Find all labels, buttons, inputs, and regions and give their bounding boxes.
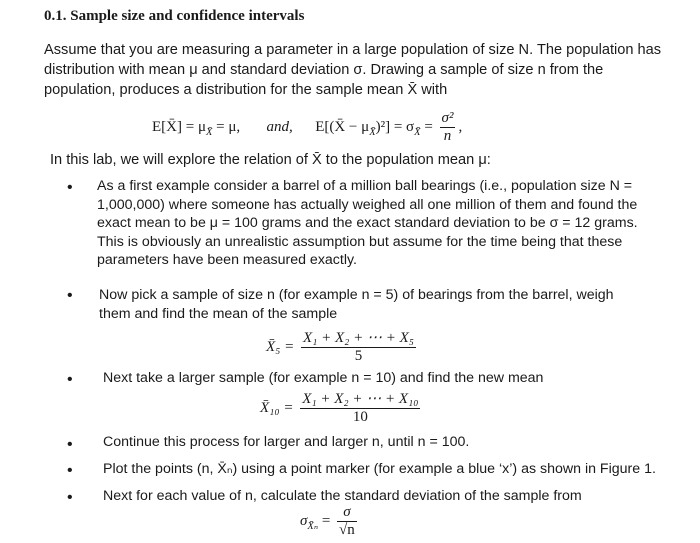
paragraph-line: population, produces a distribution for the sample mean X̄ with [44, 82, 448, 98]
bullet-item-6: Next for each value of n, calculate the standard deviation of the sample from [103, 488, 582, 504]
bullet-marker: • [67, 489, 73, 506]
lab-intro-line: In this lab, we will explore the relation of X̄ to the population mean μ: [50, 152, 491, 168]
bullet-item-5: Plot the points (n, X̄ₙ) using a point marker (for example a blue ‘x’) as shown in Figure 1. [103, 461, 656, 477]
bullet-item-2: Now pick a sample of size n (for example n = 5) of bearings from the barrel, weigh them and find the mean of the sample [99, 287, 614, 322]
bullet-marker: • [67, 371, 73, 388]
expectation-equation [152, 110, 462, 145]
sample-mean-10-equation: X̄₁₀ = $\frac{\text{X₁ + X₂ + ⋯ + X₁₀}}{10}$ [260, 391, 419, 425]
paragraph-line: distribution with mean μ and standard deviation σ. Drawing a sample of size n from the [44, 62, 604, 78]
sample-mean-5-fraction: $\frac{\text{X₁ + X₂ + ⋯ + X₅}}{5}$ [303, 330, 414, 364]
sample-mean-5-equation: X̄₅ = $\frac{\text{X₁ + X₂ + ⋯ + X₅}}{5}$ [266, 330, 414, 364]
bullet-marker: • [67, 287, 73, 304]
variance-equation: E[(X̄ − $\mu_{X̄})^2] = \sigma_{X̄}$ = $\frac{\text{σ²}}{n}$ , [315, 110, 463, 144]
bullet-marker: • [67, 436, 73, 453]
bullet-item-3: Next take a larger sample (for example n = 10) and find the new mean [103, 370, 544, 386]
paragraph-line: Assume that you are measuring a parameter in a large population of size N. The population has [44, 42, 662, 58]
variance-fraction: $\frac{\text{σ²}}{n}$ [441, 110, 454, 144]
standard-error-fraction: $\frac{\sigma}{√n}$ [339, 504, 355, 538]
sample-mean-10-fraction: $\frac{\text{X₁ + X₂ + ⋯ + X₁₀}}{10}$ [302, 391, 419, 425]
intro-paragraph [44, 40, 664, 100]
section-title: 0.1. Sample size and confidence intervals [44, 8, 305, 24]
and-word: and, [266, 118, 293, 135]
bullet-item-1: As a first example consider a barrel of a million ball bearings (i.e., population size N = 1,000,000) where someone has actually weighed all one million of them and found the exact mean to be μ = 100 grams and the exact standard deviation to be σ = 12 grams. This is obviously an unrealistic assumption but assume for the time being that these parameters have been measured exactly. [97, 178, 638, 268]
standard-error-equation: $\sigma_{X̄_n}$ = $\frac{\sigma}{√n}$ [300, 504, 355, 538]
bullet-marker: • [67, 462, 73, 479]
bullet-marker: • [67, 179, 73, 196]
mean-equation: E[X̄] = $\mu_{X̄} = \mu$, [152, 118, 241, 138]
bullet-item-4: Continue this process for larger and larger n, until n = 100. [103, 434, 470, 450]
